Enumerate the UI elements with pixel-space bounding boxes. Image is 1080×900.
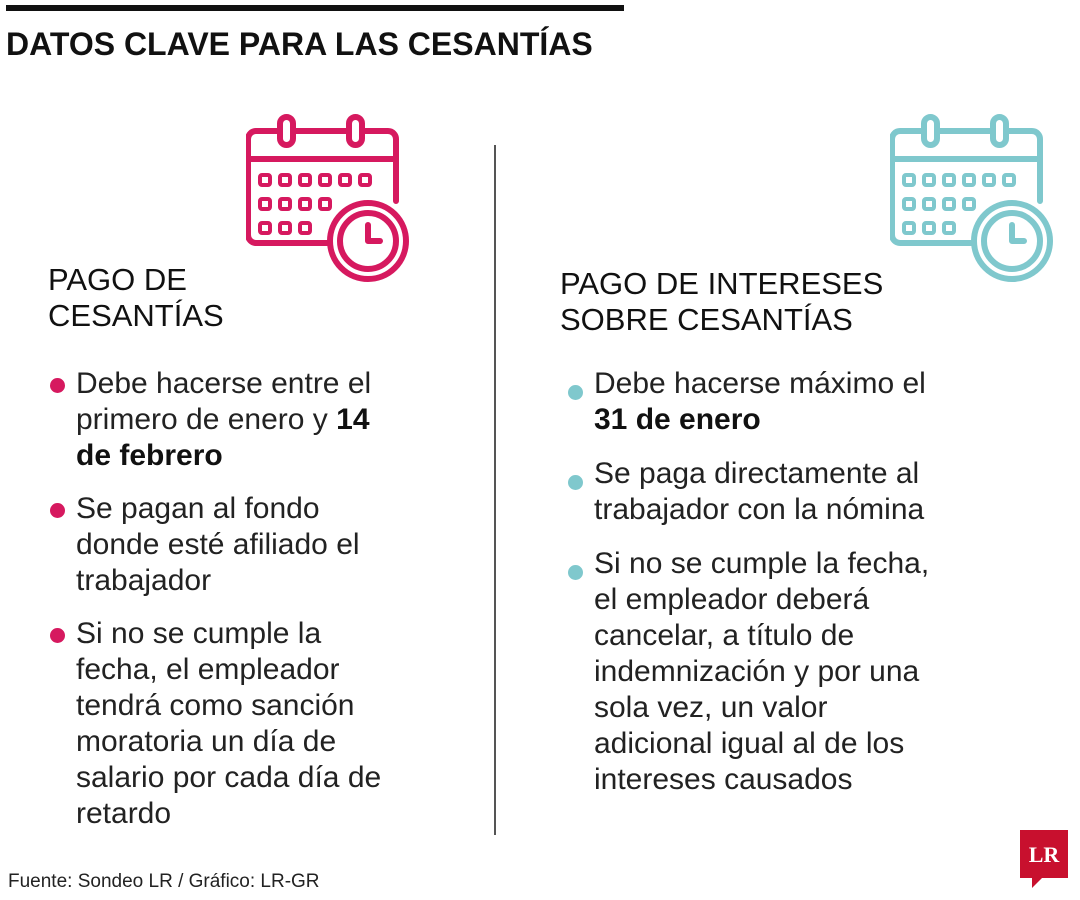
list-item [568, 366, 988, 438]
list-item [568, 456, 988, 528]
item-line: cancelar, a título de [594, 619, 855, 652]
source-credit: Fuente: Sondeo LR / Gráfico: LR-GR [8, 871, 320, 892]
page-title: DATOS CLAVE PARA LAS CESANTÍAS [6, 26, 593, 62]
top-rule [6, 5, 624, 11]
item-line: Se pagan al fondo [76, 492, 320, 525]
item-line: Si no se cumple la [76, 617, 322, 650]
item-line: retardo [76, 797, 172, 830]
item-line: salario por cada día de [76, 761, 382, 794]
item-line: tendrá como sanción [76, 689, 355, 722]
item-line: fecha, el empleador [76, 653, 340, 686]
item-bold-line: 31 de enero [594, 403, 761, 436]
bullet-dot [50, 628, 65, 643]
item-line: sola vez, un valor [594, 691, 828, 724]
item-bold-line: de febrero [76, 439, 223, 472]
bullet-dot [568, 385, 583, 400]
item-line: Si no se cumple la fecha, [594, 547, 930, 580]
section-title-line: PAGO DE [48, 262, 187, 297]
item-line [76, 402, 430, 438]
list-item [50, 616, 430, 832]
bullet-dot [50, 378, 65, 393]
logo-text: LR [1028, 842, 1060, 867]
item-line: trabajador [76, 564, 212, 597]
intereses-list [568, 366, 988, 816]
item-line: Debe hacerse máximo el [594, 367, 926, 400]
item-line: intereses causados [594, 763, 853, 796]
bullet-dot [50, 503, 65, 518]
list-item [568, 546, 988, 798]
section-title-line: CESANTÍAS [48, 298, 224, 333]
item-text: primero de enero y [76, 403, 337, 436]
item-line: adicional igual al de los [594, 727, 905, 760]
item-line: indemnización y por una [594, 655, 920, 688]
list-item [50, 491, 430, 599]
item-bold-text: 14 [336, 403, 370, 436]
cesantias-list [50, 366, 430, 849]
bullet-dot [568, 475, 583, 490]
section-title-intereses [560, 266, 960, 338]
item-line: moratoria un día de [76, 725, 337, 758]
item-line: el empleador deberá [594, 583, 870, 616]
column-divider [494, 145, 496, 835]
item-line: Se paga directamente al [594, 457, 920, 490]
item-line: trabajador con la nómina [594, 493, 925, 526]
lr-logo [1020, 830, 1068, 888]
item-line: donde esté afiliado el [76, 528, 360, 561]
bullet-dot [568, 565, 583, 580]
list-item [50, 366, 430, 474]
item-line: Debe hacerse entre el [76, 367, 372, 400]
section-title-line: PAGO DE INTERESES [560, 266, 884, 301]
section-title-line: SOBRE CESANTÍAS [560, 302, 853, 337]
section-title-cesantias [48, 262, 348, 334]
